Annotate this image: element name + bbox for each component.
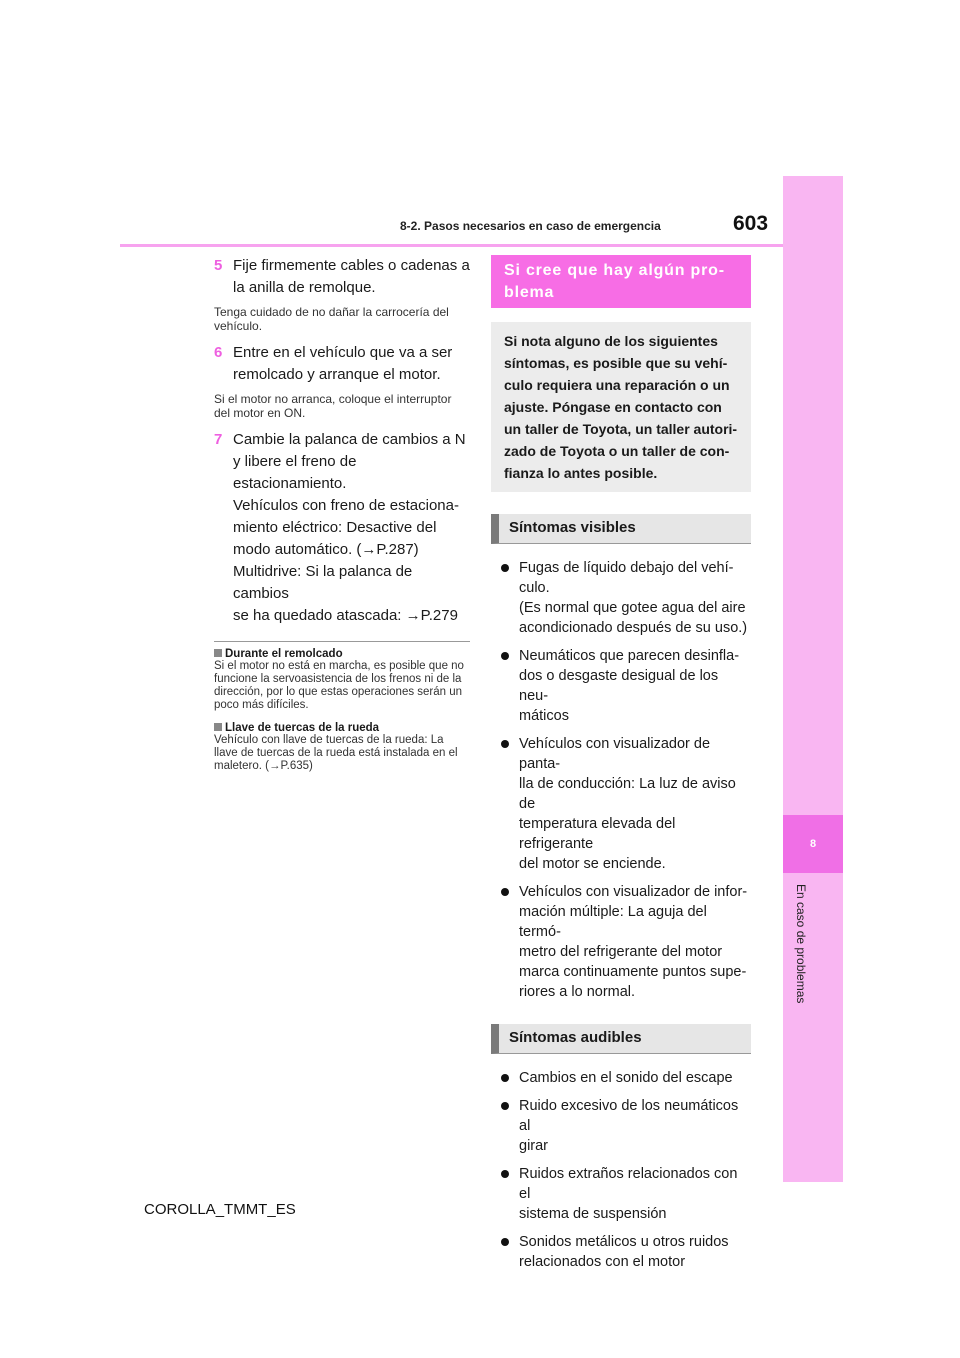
side-tab-strip bbox=[783, 176, 843, 1182]
step-number: 6 bbox=[214, 344, 223, 361]
info-heading bbox=[214, 722, 470, 734]
list-item bbox=[501, 1232, 751, 1272]
item-line: del motor se enciende. bbox=[519, 856, 666, 872]
item-line: Ruidos extraños relacionados con el bbox=[519, 1166, 738, 1202]
chapter-label: En caso de problemas bbox=[794, 884, 808, 1004]
footer-code: COROLLA_TMMT_ES bbox=[144, 1201, 296, 1218]
item-line: Cambios en el sonido del escape bbox=[519, 1070, 733, 1086]
item-line: metro del refrigerante del motor bbox=[519, 944, 723, 960]
info-body: Vehículo con llave de tuercas de la rueda: La llave de tuercas de la rueda está instalada en el maletero. (→P.635) bbox=[214, 734, 458, 772]
step-line: remolcado y arranque el motor. bbox=[233, 366, 441, 383]
step-line: Fije firmemente cables o cadenas a bbox=[233, 257, 470, 274]
list-item bbox=[501, 734, 751, 874]
item-line: Fugas de líquido debajo del vehí- bbox=[519, 560, 734, 576]
step-line: Entre en el vehículo que va a ser bbox=[233, 344, 453, 361]
item-line: dos o desgaste desigual de los neu- bbox=[519, 668, 719, 704]
intro-line: Si nota alguno de los siguientes bbox=[504, 333, 718, 349]
step-line: modo automático. (→P.287) bbox=[233, 541, 419, 558]
section-title: 8-2. Pasos necesarios en caso de emergencia bbox=[400, 219, 661, 233]
page-number: 603 bbox=[733, 212, 769, 235]
step-line: Vehículos con freno de estaciona- bbox=[233, 497, 459, 514]
left-column bbox=[214, 255, 470, 783]
step-7 bbox=[214, 429, 470, 627]
intro-line: fianza lo antes posible. bbox=[504, 465, 658, 481]
step-number: 5 bbox=[214, 257, 223, 274]
list-item bbox=[501, 646, 751, 726]
item-line: Ruido excesivo de los neumáticos al bbox=[519, 1098, 739, 1134]
item-line: acondicionado después de su uso.) bbox=[519, 620, 748, 636]
audible-symptoms-list bbox=[501, 1068, 751, 1272]
item-line: riores a lo normal. bbox=[519, 984, 636, 1000]
step-line: Cambie la palanca de cambios a N bbox=[233, 431, 466, 448]
step-line: la anilla de remolque. bbox=[233, 279, 376, 296]
list-item bbox=[501, 1096, 751, 1156]
right-column bbox=[491, 255, 751, 1280]
info-body: Si el motor no está en marcha, es posible que no funcione la servoasistencia de los frenos ni de la dirección, por lo que estas operaciones serán un poco más difíciles. bbox=[214, 660, 464, 711]
item-line: Vehículos con visualizador de infor- bbox=[519, 884, 748, 900]
step-6 bbox=[214, 342, 470, 386]
item-line: temperatura elevada del refrigerante bbox=[519, 816, 676, 852]
intro-line: culo requiera una reparación o un bbox=[504, 377, 730, 393]
intro-line: ajuste. Póngase en contacto con bbox=[504, 399, 722, 415]
step-note: Si el motor no arranca, coloque el interruptor del motor en ON. bbox=[214, 392, 452, 420]
heading-line: blema bbox=[504, 284, 555, 301]
step-number: 7 bbox=[214, 431, 223, 448]
heading-line: Si cree que hay algún pro- bbox=[504, 262, 725, 279]
item-line: Neumáticos que parecen desinfla- bbox=[519, 648, 740, 664]
list-item bbox=[501, 1068, 751, 1088]
list-item bbox=[501, 882, 751, 1002]
item-line: Vehículos con visualizador de panta- bbox=[519, 736, 711, 772]
info-divider bbox=[214, 641, 470, 642]
visible-symptoms-list bbox=[501, 558, 751, 1002]
square-bullet-icon bbox=[214, 723, 222, 731]
step-line: Multidrive: Si la palanca de cambios bbox=[233, 563, 413, 602]
item-line: relacionados con el motor bbox=[519, 1254, 686, 1270]
visible-symptoms-heading: Síntomas visibles bbox=[491, 514, 751, 544]
step-note: Tenga cuidado de no dañar la carrocería del vehículo. bbox=[214, 305, 449, 333]
item-line: Sonidos metálicos u otros ruidos bbox=[519, 1234, 729, 1250]
item-line: girar bbox=[519, 1138, 549, 1154]
item-line: máticos bbox=[519, 708, 569, 724]
step-line: miento eléctrico: Desactive del bbox=[233, 519, 437, 536]
step-line: y libere el freno de estacionamiento. bbox=[233, 453, 357, 492]
intro-line: un taller de Toyota, un taller autori- bbox=[504, 421, 738, 437]
list-item bbox=[501, 558, 751, 638]
item-line: (Es normal que gotee agua del aire bbox=[519, 600, 746, 616]
intro-line: zado de Toyota o un taller de con- bbox=[504, 443, 730, 459]
step-line: se ha quedado atascada: →P.279 bbox=[233, 607, 458, 624]
item-line: marca continuamente puntos supe- bbox=[519, 964, 747, 980]
item-line: mación múltiple: La aguja del termó- bbox=[519, 904, 707, 940]
item-line: sistema de suspensión bbox=[519, 1206, 667, 1222]
info-title: Llave de tuercas de la rueda bbox=[225, 722, 380, 734]
chapter-number: 8 bbox=[783, 815, 843, 873]
info-heading bbox=[214, 648, 470, 660]
step-5 bbox=[214, 255, 470, 299]
item-line: lla de conducción: La luz de aviso de bbox=[519, 776, 736, 812]
item-line: culo. bbox=[519, 580, 550, 596]
info-title: Durante el remolcado bbox=[225, 648, 343, 660]
intro-box bbox=[491, 322, 751, 492]
problem-heading bbox=[491, 255, 751, 308]
header-divider bbox=[120, 244, 783, 247]
list-item bbox=[501, 1164, 751, 1224]
intro-line: síntomas, es posible que su vehí- bbox=[504, 355, 728, 371]
audible-symptoms-heading: Síntomas audibles bbox=[491, 1024, 751, 1054]
square-bullet-icon bbox=[214, 649, 222, 657]
